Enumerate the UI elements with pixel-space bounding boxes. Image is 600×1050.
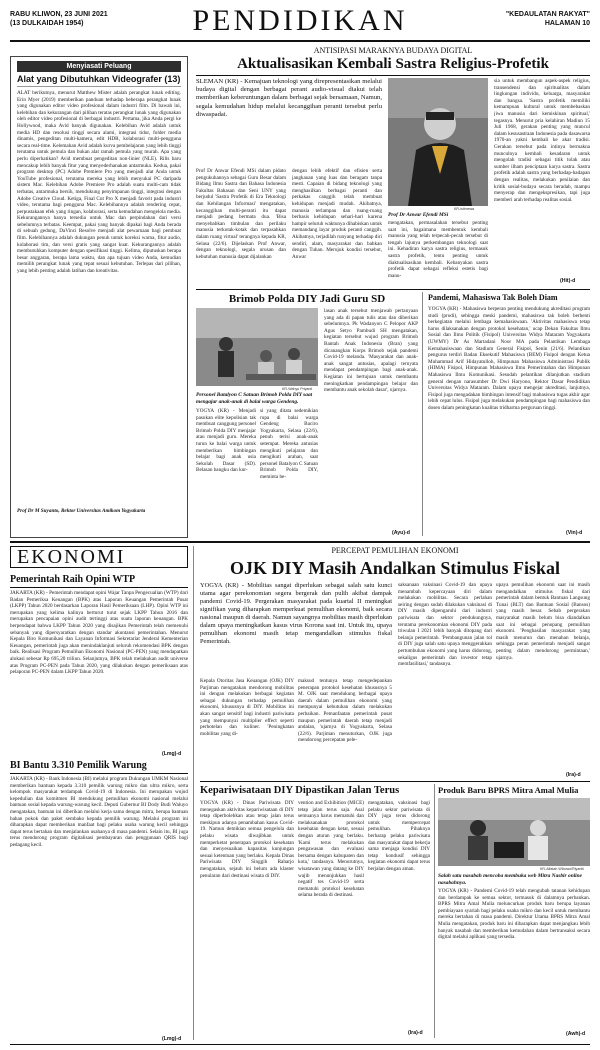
main-story-col1: Prof Dr Anwar Efendi MSi dalam pidato pengukuhannya sebagai Guru Besar dalam Bidang Ilmu Sastra dan Bahasa Indonesia Fakultas Bahasan dan Seni UNY yang berjudul 'Sastra Profetik di Era Teknologi dan Kehilangan Informasi' mengatakan, kecanggihan multi-peranti itu dapat menjadi pedang bermata dua. 'Bisa menyebabkan timbulan dan perilaku manusia terkotak-kotak dan terpasahkan dalam ruang virtual' terangnya kepada KR, Selasa (22/6). Dijelaskan Prof Anwar, dengan teknologi, segala urusan dan kebutuhan manusia dapat dijalankan: [196, 168, 286, 260]
brimob-sign: (Ayu)-d: [392, 530, 410, 536]
ekonomi-banner: EKONOMI: [10, 546, 188, 568]
bprs-photo-caption: Salah satu nasabah mencoba membuka web Mitra Nasbir online nasabahnya.: [438, 873, 583, 886]
ojk-col2: Kepala Otoritas Jasa Keuangan (OJK) DIY Parjiman mengatakan mendorong mobilitas ini dengan melakukan berbagai kegiatan sebagai dukungan terhadap pemulihan ekonomi, khususnya di DIY. Mobilitas ini akan sangat sensitif bagi industri pariwisata yang mempunyai multiplier effect seperti perhotelan dan kuliner. 'Peningkatan mobilitas yang di-: [200, 678, 294, 737]
wtp-rule: [10, 587, 188, 588]
brimob-photo: [196, 308, 318, 386]
page-bottom-rule: [10, 1044, 590, 1045]
pandemi-sign: (Vin)-d: [566, 530, 583, 536]
main-story-col4: sia untuk membangun aspek-aspek religius, transendensi dan spiritualitas dalam lingkungan individu, keluarga, masyarakat dan bangsa. 'Sastra profetik memiliki kemampuan kultural untuk membebaskan jiwa manusia dari kemiskinan spiritual,' tegasnya. Menurut pria kelahiran Madiun 15 Juli 1968, gerakan penting yang muncul dalam kesusastraan Indonesia pada dasawarsa 1970-an yakni kembali ke akar tradisi. Gerakan tersebut pada intinya bermakna munculnya kembali kesadaran untuk mengolah tradisi sebagai titik tolak atau sumber ilham penciptaan karya sastra. Sastra profetik adalah sastra yang berhadap-hadapan dengan realitas, melakukan penilaian dan kritik sosial-budaya secara beradab, mampu menyerap dan mengekspresikan, tapi juga memberi arah terhadap realitas sosial.: [494, 78, 590, 203]
brimob-photo-caption: Personel Batalyon C Satuan Brimob Polda DIY saat mengajar anak-anak di balai warga Gendeng.: [196, 392, 313, 405]
ojk-col4: saksanaan vaksinasi Covid-19 dan upaya menambah kepercayaan diri dalam melakukan mobilitas. Secara perlahan seiring dengan sudah dilakukan vaksinasi di DIY masih dipengaruhi dari industri pariwisata dan sektor pendukungnya, terutama perekonomian ekonomi DIY pada triwulan I 2021 lebih banyak ditopang dari belanja pemerintah. 'Pembangunan jalan tol di DIY juga salah satu upaya menggerakkan pertumbuhan ekonomi yang harus didorong, sekaligus pemerintah dan investor tetap memfasilitasi,' tandasnya.: [398, 582, 492, 668]
portrait-illustration: [388, 78, 488, 206]
wtp-body: JAKARTA (KR) - Pemerintah mendapat opini Wajar Tanpa Pengecualian (WTP) dari Badan Pemeriksa Keuangan (BPK) atas Laporan Keuangan Pemerintah Pusat (LKPP) Tahun 2020 berdasarkan Laporan Hasil Pemeriksaan (LHP). Opini WTP ini merupakan yang kelima kalinya berturut turut sejak LKPP Tahun 2016 dan merupakan pencapaian opini audit tertinggi atas suatu laporan keuangan. BPK berpendapat bahwa LKPP Tahun 2020 yang disajikan Pemerintah telah memenuhi sebanyak yang dipersyaratkan dengan standar akuntansi pemerintahan. Menurut Kepala Biro Komunikasi dan Layanan Informasi Sekretariat Jenderal Kementerian Keuangan, pemerintah juga akan menindaklanjuti seluruh rekomendasi BPK dengan baik. Realisasi Program Pemulihan Ekonomi Nasional (PC-PEN) yang mendapatkan alokasi sebesar Rp 695,20 triliun. Selanjutnya, BPK telah melakukan audit universe atas Program PC-PEN pada Tahun 2020, yang dilakukan dengan pemeriksaan atas pelaporan PC-PEN dalam LKPP Tahun 2020.: [10, 590, 188, 676]
ekonomi-column-divider: [193, 546, 194, 1040]
main-photo-caption: Prof Dr Anwar Efendi MSi: [388, 212, 449, 218]
kepari-col3: mengatakan, vaksinasi bagi pelaku sektor pariwisata di DIY juga terus didorong untuk mempercepat pemulihan. Pihaknya berharap pelaku pariwisata dan masyarakat dapat bekerja sama menjaga kondisi DIY tetap kondusif sehingga kegiatan ekonomi dapat terus berjalan dengan aman.: [368, 800, 430, 872]
ojk-lead: YOGYA (KR) - Mobilitas sangat diperlukan sebagai salah satu kunci utama agar perekonomian segera bergerak dan pulih akibat dampak pandemi Covid-19. Pergerakan masyarakat pada kuartal II meningkat signifikan yang diharapkan memperkuat pemulihan ekonomi, baik secara nasional maupun di daerah. Namun sayangnya mobilitas masih diperlukan dalam upaya meningkatkan kasus virus Korona saat ini. Untuk itu, upaya pemulihan ekonomi masih tetap mengandalkan stimulus fiskal Pemerintah.: [200, 582, 392, 645]
bprs-headline: Produk Baru BPRS Mitra Amal Mulia: [438, 785, 579, 795]
masthead: [10, 4, 590, 42]
headline-rule: [196, 75, 590, 76]
masthead-page-block: [506, 10, 590, 28]
brimob-col3: lasan anak tersebut menjawab pertanyaan yang ada di papan tulis atau dan diberikan sebelumnya. Pk Wadanyon C Pelopor AKP Agus Setyo Pambudi SH mengatakan, kegiatan tersebut wujud program Brimob Bantah Anak Indonesia (Bran) yang dicanangkan Korps Brimob sejak pandemi Covid-19 melanda. 'Masyarakat dan anak-anak sangat antusias, apalagi ternyata mendapat pendampingan bagi anak-anak. Kegiatan ini bertujuan untuk membantu meningkatkan pendampingan belajar dan membantu anak sekolah dasar', ujarnya.: [324, 308, 418, 394]
office-illustration: [438, 798, 590, 866]
newspaper-name: "KEDAULATAN RAKYAT": [505, 11, 590, 18]
hijri-date: (13 DULKAIDAH 1954): [10, 20, 84, 27]
bi-rule: [10, 773, 188, 774]
page-number: HALAMAN 10: [544, 20, 590, 27]
column-body: ALAT berikutnya, menurut Matthew Mister adalah perangkat lunak editing. Erin Myer (2019) memberikan panduan terhadap beberapa perangkat lunak yang digunakan editor video profesional dalam industri film. Di bawah ini, kelebihan dan kekurangan dari pilihan teratas perangkat lunak yang digunakan oleh editor video profesional di berbagai industri. Pertama, jika Anda pergi ke Hollywood, maka Avid banyak digunakan. Kelebihan Avid adalah untuk media HD dan resolusi tinggi secara alami, integrasi tidur, folder media dinamis, pengeditan multi-kamera, edit HDR, kolaborasi multi-pengguna secara real-time. Kelemahan Avid adalah kurva pembelajaran yang lebih tinggi terutama untuk pemula dan bukan alat ramah pemula yang murah. Apa yang perlu diperhatikan? Avid membuat pengeditan non-linier (NLE). Rilis baru mencakup lebih banyak fitur yang menyederhanakan antarmuka. Kedua, pakai program desktop (PC) Adobe Premiere Pro yang menjadi alat Anda untuk YouTube profesional, terutama mereka yang lebih menyukai PC daripada sistem Mac. Kelebihan Adobe Premiere Pro adalah suatu multi-cam tidak terbatas, antarmuka bersih, mendukung penyimpanan tinggi, integrasi dengan Adobe Creative Cloud. Ketiga, Final Cut Pro X menjadi favorit pada industri video, terutama bagi pengguna Mac. Kelebihannya adalah rendering cepat, perpustakaan efek yang ringan, kolaborasi, serta kemudahan mengelola media. Kekurangannya hanya tersedia untuk Mac dan perpindahan dari versi sebelumnya terbatas. Keempat, pakai yang banyak dipakai bagi Anda berada di sebuah gedung, DaVinci Resolve menjadi alat pewarnaan bagi pembuat film. Kelebihannya adalah dukungan penuh untuk koreksi warna, fitur audio, kolaborasi tim, dan versi gratis yang sangat kuat. Kekurangannya adalah membutuhkan komputer dengan spesifikasi tinggi. Kelima, diputuskan berapa besar anggaran, berapa lama waktu, dan apa tujuan video Anda, kemudian memilih perangkat lunak yang tepat sesuai kebutuhan. Terlepas dari pilihan, yang lebih penting adalah latihan dan kreativitas.: [17, 90, 181, 275]
ojk-col3: maksud tentunya tetap mengedepankan penerapan protokol kesehatan khususnya 5 M. OJK saat mendukung berbagai upaya daerah dalam pemulihan ekonomi yang mempunyai kebutuhan dalam melakukan perbaikan. Pemanfaatan pemerintah pusat maupun pemerintah daerah tetap menjadi andalan, 'ujarnya di Yogyakarta, Selasa (22/6). Parjiman menuturkan, OJK juga mendorong percepatan pele-: [298, 678, 392, 744]
edition-date: RABU KLIWON, 23 JUNI 2021: [10, 11, 108, 18]
main-photo-credit: KR-istimewa: [454, 207, 475, 211]
main-story-lead: SLEMAN (KR) - Kemajuan teknologi yang direpresentasikan melalui budaya digital dengan berbagai perant audio-visual diakui telah memberikan keberuntungan dalam berbagai sejak bersamaan, Namun, segala kemudahan hidup melalui kecanggihan peranti tersebut perlu diwaspadai.: [196, 78, 382, 118]
brimob-col1: YOGYA (KR) - Menjadi pasukan elite kepolisian tak membuat canggung personel Brimob Polda DIY menjajar atau menjadi guru. Mereka turun ke balai warga untuk memberikan bimbingan belajar bagi anak usia Sekolah Dasar (SD). Belasan bangku dan kur-: [196, 408, 256, 474]
main-story-photo: [388, 78, 488, 206]
wtp-headline: Pemerintah Raih Opini WTP: [10, 574, 136, 585]
section-title: PENDIDIKAN: [192, 4, 408, 37]
brimob-col2: si yang ditata sedemikian rupa di balai warga Gendeng Baciro Yogyakarta, Selasa (22/6), penuh terisi anak-anak setempat. Mereka antusias mengikuti pelajaran dan mengikuti arahan, saat personel Batalyon C Satuan Brimob Polda DIY, meminta be-: [260, 408, 318, 480]
bi-headline: BI Bantu 3.310 Pemilik Warung: [10, 760, 147, 771]
column-box: [10, 56, 188, 538]
column-label: Menyiasati Peluang: [17, 61, 181, 72]
main-story-col2: dengan lebih efektif dan efisien serta jangkauan yang luas dan beragam tanpa mesti. Capaian di bidang teknologi yang menghasilkan berbagai peranti dan perkakas canggih telah membuat kehidupan menjadi mudah. Akibatnya, manusia terlampau dan ruang-ruang berbasis kehidupan sehari-hari karena hampir seluruh waktunya dihabiskan untuk memandang layar produk peranti canggih. Akibatnya, terjadilah runyang terhadap diri sendiri, alam, masyarakat dan bahkan dengan Tuhan. Merujuk kondisi tersebut, Anwar: [292, 168, 382, 260]
bprs-divider: [434, 784, 435, 1038]
brimob-photo-credit: KR-Wahyu Priyanti: [282, 387, 313, 391]
kepari-sign: (Ira)-d: [408, 1030, 423, 1036]
ekonomi-kicker: PERCEPAT PEMULIHAN EKONOMI: [331, 546, 459, 555]
column-divider: [422, 292, 423, 536]
bprs-body: YOGYA (KR) - Pandemi Covid-19 telah mengubah tatanan kehidupan dan berdampak ke semua sektor, termasuk di dalamnya perbankan. BPRS Mitra Amal Mulia meluncurkan produk baru berupa layanan pembiayaan syariah bagi pelaku usaha mikro dan kecil untuk membantu mereka bertahan di masa pandemi. Direktur Utama BPRS Mitra Amal Mulia mengatakan, produk baru ini diharapkan dapat menjangkau lebih banyak nasabah dan memberikan kemudahan dalam bertransaksi secara digital melalui aplikasi yang tersedia.: [438, 888, 590, 941]
ojk-col5: upaya pemulihan ekonomi saat ini masih mengandalkan stimulus fiskal dari pemerintah dalam bentuk Bantuan Langsung Tunai (BLT) dan Bantuan Sosial (Bansos) yang masih besar. Sebab pergerakan masyarakat masih belum bisa diandalkan saat ini sebagai penopang pemulihan ekonomi. 'Penghasilan masyarakat yang masih menurun dan menahan belanja, sehingga peran pemerintah menjadi sangat penting dalam mendorong permintaan,' ujarnya.: [496, 582, 590, 661]
pandemi-body: YOGYA (KR) - Mahasiswa berperan penting mendukung akreditasi program studi (prodi), sehingga meski pandemi, mahasiswa tak boleh berhenti berkegiatan melalui lembaga kemahasiswaan. 'Aktivitas mahasiswa tetap harus dilaksanakan dengan protokol kesehatan,' ucap Dekan Fakultas Ilmu Sosial dan Ilmu Politik (Fisipol) Universitas Widya Mataram Yogyakarta (UWMY) Dr As Martadani Noor MA pada Pelantikan Lembaga Kemahasiswaan dan Stadium General Fisipol, Senin (21/6). Pelantikan pengurus terdiri Badan Eksekutif Mahasiswa (BEM) Fisipol dengan Ketua Muhammad Arif Hidayatulloh, Himpunan Mahasiswa Administrasi Publik (HIMA) Fisipol, Himpunan Mahasiswa Ilmu Pemerintahan dan Himpunan Mahasiswa Ilmu Komunikasi. Sesudah pelantikan dilanjutkan stadium general dengan narasumber Dr Dwi Haryono, Rektor Dasar Pendidikan Universitas Widya Mataram. Dalam upaya mengejar akreditasi, lanjutnya, Fisipol juga mengadakan bimbingan intensif bagi mahasiswa tugas akhir agar lebih cepat lulus. Fisipol juga melakukan pendampingan bagi mahasiswa dan dosen dalam peningkatan kualitas tridharma perguruan tinggi.: [428, 306, 590, 411]
bprs-sign: (Awh)-d: [566, 1031, 586, 1037]
main-story-sign: (Hit)-d: [560, 278, 576, 284]
main-story-headline: Aktualisasikan Kembali Sastra Religius-Profetik: [237, 56, 549, 72]
section-divider: [10, 541, 590, 543]
bprs-photo: [438, 798, 590, 866]
main-story-kicker: ANTISIPASI MARAKNYA BUDAYA DIGITAL: [313, 46, 473, 55]
story-divider: [196, 289, 590, 290]
main-story-col3: mengatakan, permasalahan tersebut penting saat ini, bagaimana membentuk kembali manusia yang telah terpecah-pecah tersebut di tengah lajunya perkembangan teknologi saat ini. Kehadiran karya sastra religius, termasuk sastra profetik, tentu penting untuk diaktualisasikan kembali. Kebanyakan sastra profetik dapat sebagai refleksi estetis bagi manu-: [388, 220, 488, 279]
column-title: Alat yang Dibutuhkan Videografer (13): [17, 74, 181, 87]
brimob-headline: Brimob Polda DIY Jadi Guru SD: [228, 293, 386, 305]
kepari-col2: vention and Exhibition (MICE) tetap jalan terus saja. Asal semuanya harus mematuhi dan melaksanakan protokol kesehatan dengan ketat, sesuai dengan aturan yang berlaku. 'Kami terus melakukan pengawasan dan evaluasi bersama dengan kabupaten dan kota,' tandasnya. Menurutnya, wisatawan yang datang ke DIY wajib menunjukkan hasil negatif tes Covid-19 serta mematuhi protokol kesehatan selama berada di destinasi.: [298, 800, 364, 899]
kepari-col1: YOGYA (KR) - Dinas Pariwisata DIY menegaskan aktivitas kepariwisataan di DIY tetap diperbolehkan atau tetap jalan terus meskipun adanya penambahan kasus Covid-19. Namun demikian semua pengelola dan pelaku wisata diwajibkan untuk memperketat penerapan protokol kesehatan dan menyesuaikan kapasitas kunjungan sesuai ketentuan yang berlaku. Kepala Dinas Pariwisata DIY Singgih Raharjo mengatakan, sejauh ini belum ada klaster penularan dari destinasi wisata di DIY.: [200, 800, 294, 879]
ekonomi-divider: [200, 781, 590, 782]
bprs-photo-credit: KR-Alfatah Wibowo/Riyantii: [540, 867, 584, 871]
kepari-headline: Kepariwisataan DIY Dipastikan Jalan Terus: [200, 785, 400, 796]
wtp-sign: (Lmg)-d: [162, 751, 182, 757]
ekonomi-headline: OJK DIY Masih Andalkan Stimulus Fiskal: [230, 558, 560, 578]
classroom-illustration: [196, 308, 318, 386]
pandemi-headline: Pandemi, Mahasiswa Tak Boleh Diam: [428, 293, 558, 302]
column-author: Prof Dr M Suyanto, Rektor Universitas Amikom Yogyakarta: [17, 508, 146, 514]
ojk-sign: (Ira)-d: [566, 772, 581, 778]
bi-body: JAKARTA (KR) - Bank Indonesia (BI) melalui program Dukungan UMKM Nasional memberikan bantuan kepada 3.310 pemilik warung mikro dan ultra mikro, serta kelompok masyarakat terdampak Covid-19 di Indonesia. Ini merupakan wujud kepedulian dan komitmen BI mendukung pemulihan ekonomi nasional melalui bantuan sosial kepada warung-warung kecil. Deputi Gubernur BI Dody Budi Waluyo mengatakan, bantuan ini diberikan melalui kerja sama dengan mitra, berupa bantuan bahan pokok dan paket sembako kepada pemilik warung. Melalui program ini diharapkan dapat memberikan manfaat bagi pelaku usaha warung kecil sehingga dapat terus bertahan dan menjalankan usahanya di masa pandemi. Selain itu, BI juga terus mendorong program digitalisasi pembayaran dan penggunaan QRIS bagi pedagang kecil.: [10, 776, 188, 848]
bi-sign: (Lmg)-d: [162, 1036, 182, 1042]
